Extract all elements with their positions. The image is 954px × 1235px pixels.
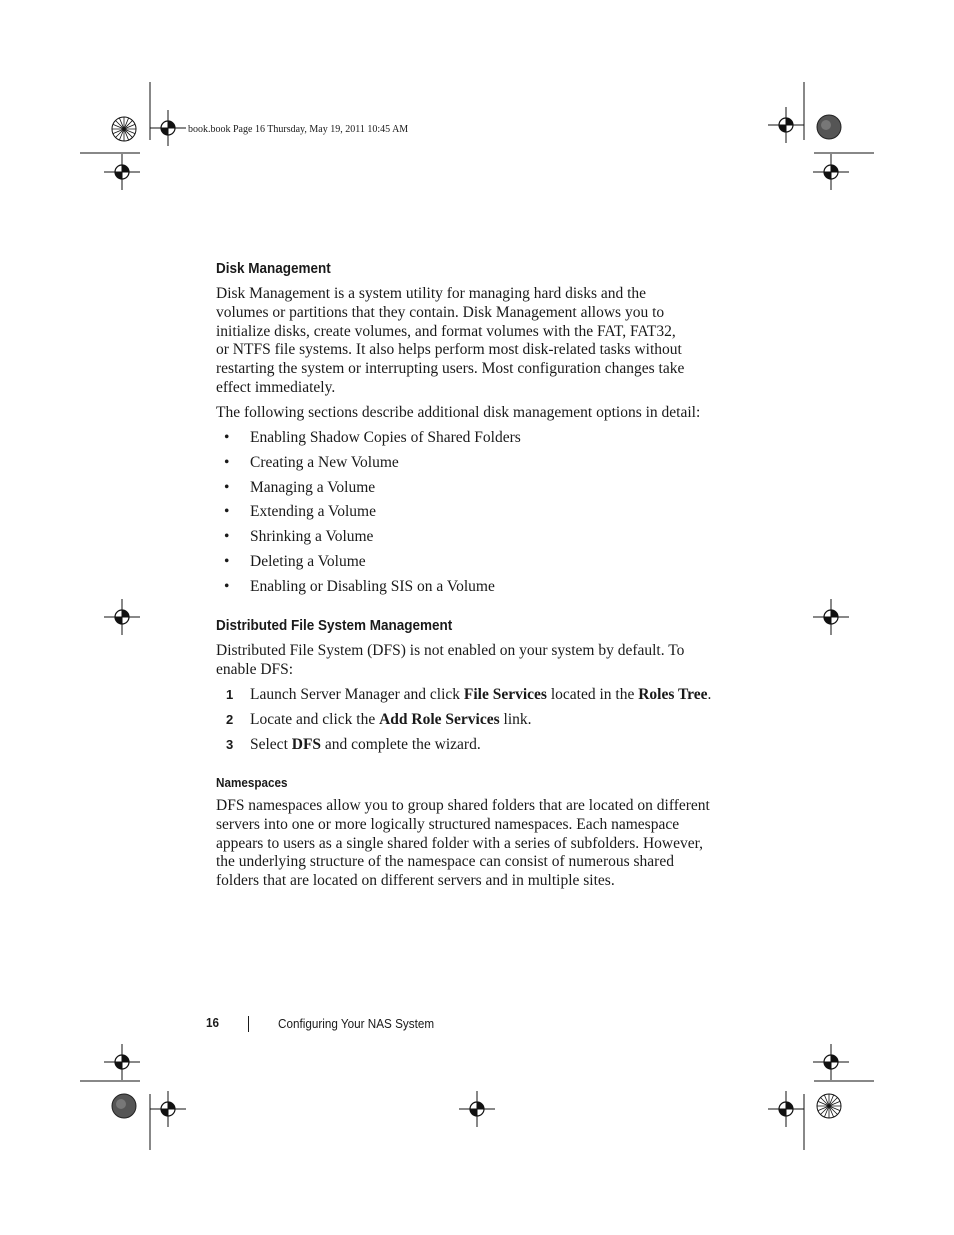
namespaces-paragraph bbox=[216, 797, 716, 891]
text-line: DFS namespaces allow you to group shared folders that are located on different bbox=[216, 797, 710, 814]
list-item-text: Managing a Volume bbox=[250, 479, 376, 496]
text-line: Distributed File System (DFS) is not enabled on your system by default. To bbox=[216, 642, 685, 659]
page-number: 16 bbox=[206, 1015, 220, 1030]
options-intro bbox=[216, 404, 716, 423]
gray-dot-mark-icon bbox=[817, 115, 841, 139]
registration-mark-icon bbox=[150, 110, 186, 146]
step-text: Locate and click the bbox=[250, 711, 380, 728]
registration-mark-icon bbox=[813, 1044, 849, 1080]
bullet-icon: • bbox=[224, 553, 230, 570]
list-item bbox=[224, 578, 495, 596]
step-3 bbox=[226, 736, 481, 754]
text-line: Disk Management is a system utility for managing hard disks and the bbox=[216, 285, 647, 302]
text-line: appears to users as a single shared folder with a series of subfolders. However, bbox=[216, 834, 704, 852]
ui-term-roles-tree: Roles Tree bbox=[638, 686, 708, 703]
step-text: located in the bbox=[546, 686, 639, 703]
list-item bbox=[224, 503, 376, 521]
heading-dfs-management: Distributed File System Management bbox=[216, 617, 453, 634]
text-line: or NTFS file systems. It also helps perform most disk-related tasks without bbox=[216, 341, 682, 359]
disk-management-paragraph bbox=[216, 285, 716, 398]
ui-term-dfs: DFS bbox=[291, 736, 322, 753]
print-slug-line: book.book Page 16 Thursday, May 19, 2011 10:45 AM bbox=[188, 124, 409, 135]
list-item-text: Deleting a Volume bbox=[250, 553, 366, 570]
footer-chapter-title: Configuring Your NAS System bbox=[278, 1016, 435, 1031]
step-text: . bbox=[707, 686, 712, 703]
step-text: Select bbox=[250, 736, 292, 753]
list-item-text: Extending a Volume bbox=[250, 503, 376, 520]
text-line: volumes or partitions that they contain. Disk Management allows you to bbox=[216, 303, 665, 321]
text-line: restarting the system or interrupting users. Most configuration changes take bbox=[216, 360, 685, 378]
bullet-icon: • bbox=[224, 503, 230, 520]
registration-mark-icon bbox=[768, 107, 804, 143]
list-item bbox=[224, 528, 373, 546]
text-line: servers into one or more logically structured namespaces. Each namespace bbox=[216, 815, 680, 833]
registration-mark-icon bbox=[104, 1044, 140, 1080]
list-item bbox=[224, 454, 399, 472]
registration-mark-icon bbox=[150, 1091, 186, 1127]
dfs-paragraph bbox=[216, 642, 716, 680]
bullet-icon: • bbox=[224, 454, 230, 471]
footer-divider bbox=[248, 1016, 249, 1032]
heading-namespaces: Namespaces bbox=[216, 775, 288, 790]
step-text: Launch Server Manager and click bbox=[250, 686, 464, 703]
registration-mark-icon bbox=[104, 599, 140, 635]
list-item bbox=[224, 553, 366, 571]
intro-text: The following sections describe additional disk management options in detail: bbox=[216, 404, 701, 421]
starburst-mark-icon bbox=[817, 1094, 841, 1118]
text-line: folders that are located on different servers and in multiple sites. bbox=[216, 872, 615, 890]
registration-mark-icon bbox=[813, 154, 849, 190]
gray-dot-mark-icon bbox=[112, 1094, 136, 1118]
heading-disk-management: Disk Management bbox=[216, 260, 331, 277]
text-line: the underlying structure of the namespace can consist of numerous shared bbox=[216, 853, 674, 871]
list-item-text: Shrinking a Volume bbox=[250, 528, 374, 545]
step-number: 3 bbox=[226, 737, 234, 752]
text-line: effect immediately. bbox=[216, 378, 336, 396]
step-number: 2 bbox=[226, 712, 234, 727]
list-item-text: Enabling Shadow Copies of Shared Folders bbox=[250, 429, 521, 446]
step-number: 1 bbox=[226, 687, 234, 702]
list-item-text: Enabling or Disabling SIS on a Volume bbox=[250, 578, 495, 595]
registration-mark-icon bbox=[768, 1091, 804, 1127]
list-item-text: Creating a New Volume bbox=[250, 454, 399, 471]
text-line: initialize disks, create volumes, and format volumes with the FAT, FAT32, bbox=[216, 322, 676, 340]
bullet-icon: • bbox=[224, 429, 230, 446]
bullet-icon: • bbox=[224, 578, 230, 595]
registration-mark-icon bbox=[104, 154, 140, 190]
text-line: enable DFS: bbox=[216, 660, 294, 678]
ui-term-file-services: File Services bbox=[463, 686, 547, 703]
step-1 bbox=[226, 686, 711, 704]
step-text: and complete the wizard. bbox=[321, 736, 481, 753]
step-2 bbox=[226, 711, 532, 729]
starburst-mark-icon bbox=[112, 117, 136, 141]
registration-mark-icon bbox=[459, 1091, 495, 1127]
list-item bbox=[224, 479, 375, 497]
bullet-icon: • bbox=[224, 528, 230, 545]
ui-term-add-role-services: Add Role Services bbox=[379, 711, 500, 728]
bullet-icon: • bbox=[224, 479, 230, 496]
step-text: link. bbox=[499, 711, 532, 728]
list-item bbox=[224, 429, 521, 447]
registration-mark-icon bbox=[813, 599, 849, 635]
